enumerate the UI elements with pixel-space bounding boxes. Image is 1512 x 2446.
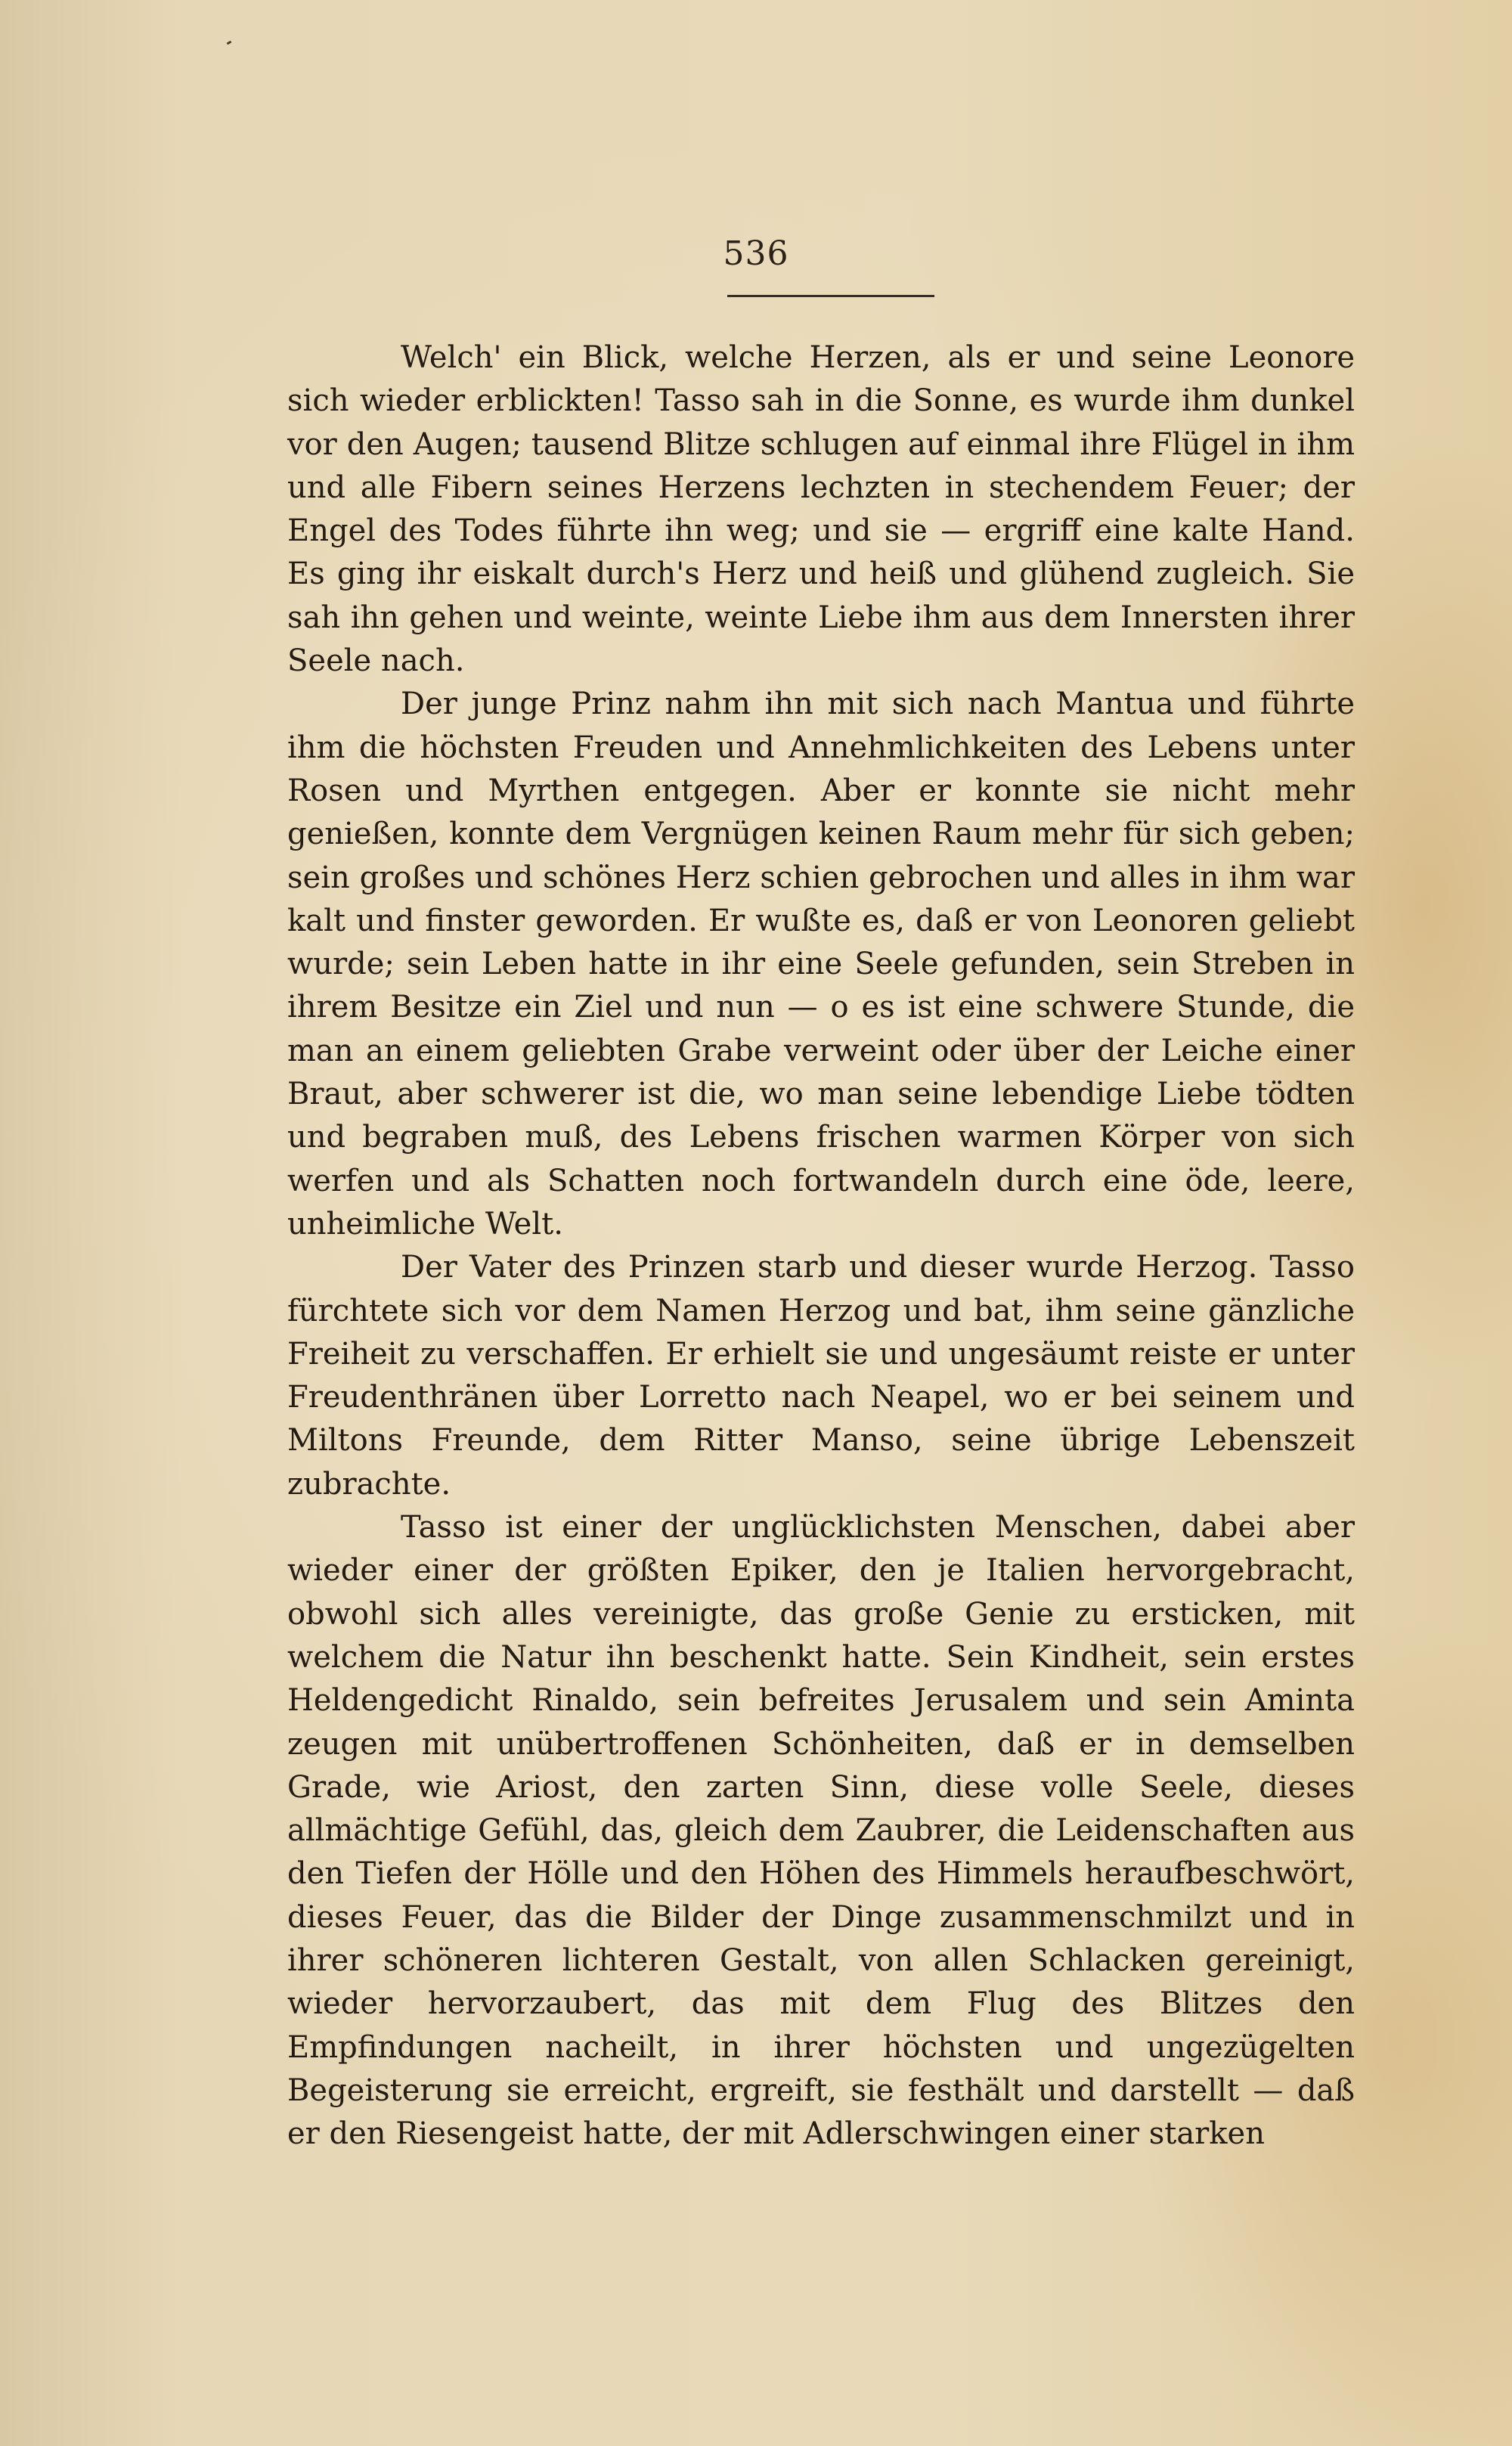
body-text [287, 336, 1355, 2156]
ink-speck [227, 41, 232, 45]
paragraph-1: Welch' ein Blick, welche Herzen, als er und seine Leonore sich wieder erblickten! Tasso sah in die Sonne, es wurde ihm dunkel vor den Augen; tausend Blitze schlugen auf einmal ihre Flügel in ihm und alle Fibern seines Herzens lechzten in stechendem Feuer; der Engel des Todes führte ihn weg; und sie — ergriff eine kalte Hand. Es ging ihr eiskalt durch's Herz und heiß und glühend zugleich. Sie sah ihn gehen und weinte, weinte Liebe ihm aus dem Innersten ihrer Seele nach. [287, 340, 1355, 679]
paragraph-4: Tasso ist einer der unglücklichsten Menschen, dabei aber wieder einer der größten Epiker, den je Italien hervorgebracht, obwohl sich alles vereinigte, das große Genie zu ersticken, mit welchem die Natur ihn beschenkt hatte. Sein Kindheit, sein erstes Heldengedicht Rinaldo, sein befreites Jerusalem und sein Aminta zeugen mit unübertroffenen Schönheiten, daß er in demselben Grade, wie Ariost, den zarten Sinn, diese volle Seele, dieses allmächtige Gefühl, das, gleich dem Zaubrer, die Leidenschaften aus den Tiefen der Hölle und den Höhen des Himmels heraufbeschwört, dieses Feuer, das die Bilder der Dinge zusammenschmilzt und in ihrer schöneren lichteren Gestalt, von allen Schlacken gereinigt, wieder hervorzaubert, das mit dem Flug des Blitzes den Empfindungen nacheilt, in ihrer höchsten und ungezügelten Begeisterung sie erreicht, ergreift, sie festhält und darstellt — daß er den Riesengeist hatte, der mit Adlerschwingen einer starken [287, 1510, 1355, 2152]
paragraph-3: Der Vater des Prinzen starb und dieser wurde Herzog. Tasso fürchtete sich vor dem Namen Herzog und bat, ihm seine gänzliche Freiheit zu verschaffen. Er erhielt sie und ungesäumt reiste er unter Freudenthränen über Lorretto nach Neapel, wo er bei seinem und Miltons Freunde, dem Ritter Manso, seine übrige Lebenszeit zubrachte. [287, 1250, 1355, 1502]
paragraph-2: Der junge Prinz nahm ihn mit sich nach Mantua und führte ihm die höchsten Freuden und Annehmlichkeiten des Lebens unter Rosen und Myrthen entgegen. Aber er konnte sie nicht mehr genießen, konnte dem Vergnügen keinen Raum mehr für sich geben; sein großes und schönes Herz schien gebrochen und alles in ihm war kalt und finster geworden. Er wußte es, daß er von Leonoren geliebt wurde; sein Leben hatte in ihr eine Seele gefunden, sein Streben in ihrem Besitze ein Ziel und nun — o es ist eine schwere Stunde, die man an einem geliebten Grabe verweint oder über der Leiche einer Braut, aber schwerer ist die, wo man seine lebendige Liebe tödten und begraben muß, des Lebens frischen warmen Körper von sich werfen und als Schatten noch fortwandeln durch eine öde, leere, unheimliche Welt. [287, 687, 1355, 1242]
page-number: 536 [723, 234, 789, 273]
header-rule [727, 295, 934, 297]
